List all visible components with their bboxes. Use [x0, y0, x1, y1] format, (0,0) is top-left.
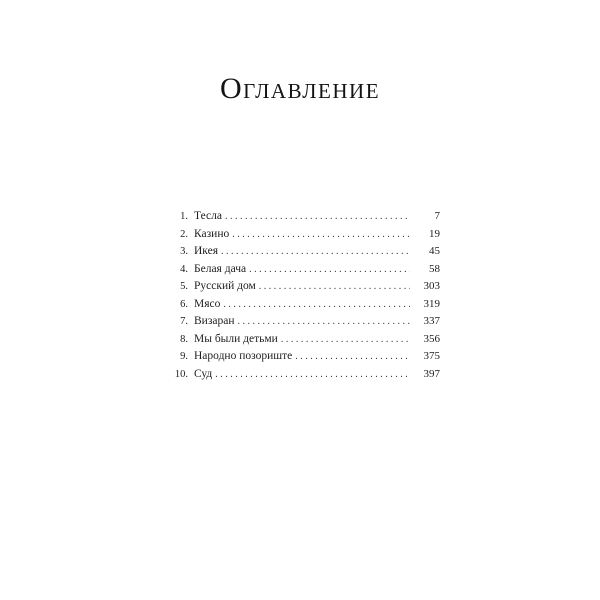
toc-leader-dots — [259, 281, 410, 292]
toc-entry-title: Икея — [194, 245, 218, 257]
toc-entry-title: Визаран — [194, 315, 235, 327]
toc-entry-title: Белая дача — [194, 262, 247, 275]
toc-leader-dots — [223, 299, 410, 310]
toc-leader-dots — [232, 229, 410, 240]
toc-entry-page: 303 — [423, 280, 440, 292]
toc-entry — [168, 280, 440, 298]
toc-leader-dots — [249, 264, 410, 275]
toc-entry-number: 10. — [174, 368, 188, 380]
toc-entry-number: 7. — [180, 316, 188, 327]
toc-entry — [168, 228, 440, 246]
toc-entry-title: Мы были детьми — [194, 332, 278, 345]
toc-entry-page: 337 — [423, 315, 440, 327]
toc-entry-page: 319 — [423, 297, 440, 310]
toc-entry-title: Суд — [194, 367, 213, 380]
toc-entry-page: 375 — [423, 350, 440, 362]
toc-entry — [168, 350, 440, 368]
toc-entry-page: 7 — [434, 210, 440, 222]
toc-entry — [168, 333, 440, 351]
toc-entry-title: Мясо — [194, 297, 221, 310]
toc-entry-title: Народно позориште — [194, 350, 293, 362]
toc-entry-number: 2. — [180, 228, 188, 240]
toc-entry-page: 45 — [429, 245, 440, 257]
toc-entry — [168, 368, 440, 386]
toc-leader-dots — [215, 369, 410, 380]
toc-entry-number: 9. — [180, 351, 188, 362]
toc-entry-number: 6. — [180, 298, 188, 310]
toc-leader-dots — [225, 211, 410, 222]
page-title: Оглавление — [219, 72, 381, 105]
toc-entry-page: 19 — [429, 227, 440, 240]
toc-leader-dots — [295, 351, 410, 362]
toc-entry — [168, 263, 440, 281]
toc-entry — [168, 245, 440, 263]
toc-entry-page: 356 — [423, 332, 440, 345]
toc-entry-title: Русский дом — [194, 280, 256, 292]
toc-entry — [168, 210, 440, 228]
toc-entry-number: 3. — [180, 246, 188, 257]
toc-entry-title: Казино — [194, 227, 230, 240]
toc-entry-page: 397 — [423, 367, 440, 380]
toc-entry-number: 8. — [180, 333, 188, 345]
toc-entry — [168, 315, 440, 333]
toc-leader-dots — [221, 246, 410, 257]
toc-entry-title: Тесла — [194, 210, 222, 222]
table-of-contents — [168, 210, 440, 385]
toc-entry-number: 5. — [180, 281, 188, 292]
toc-leader-dots — [237, 316, 410, 327]
toc-leader-dots — [281, 334, 410, 345]
toc-entry-number: 1. — [180, 211, 188, 222]
toc-entry — [168, 298, 440, 316]
toc-entry-number: 4. — [180, 263, 188, 275]
toc-entry-page: 58 — [429, 262, 440, 275]
